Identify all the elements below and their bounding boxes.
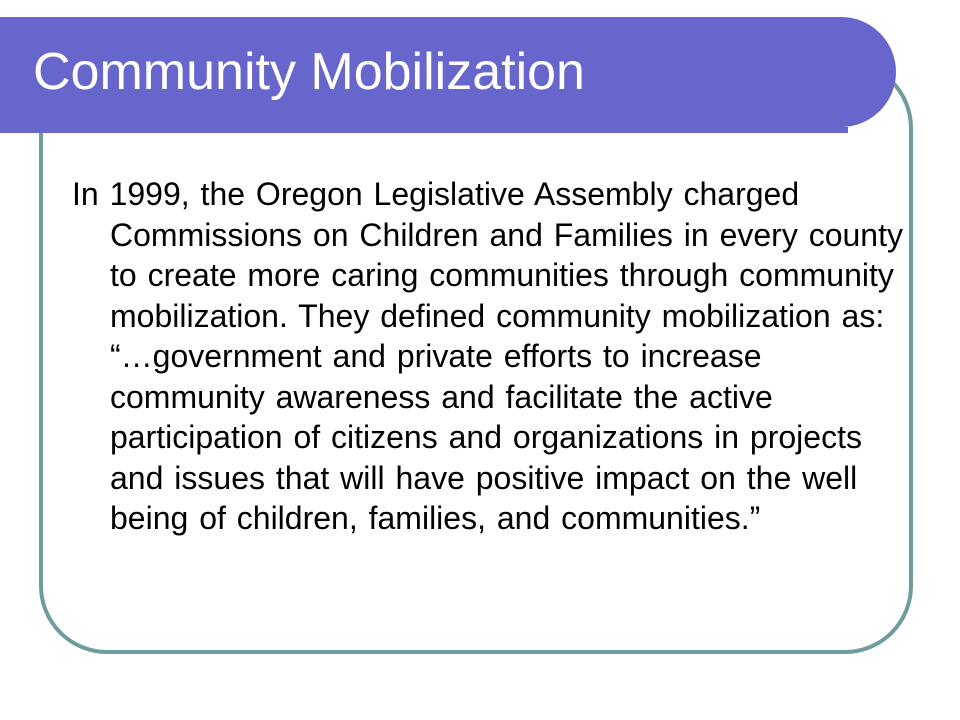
slide-title: Community Mobilization	[33, 43, 585, 101]
title-underline	[0, 127, 848, 133]
slide-body-text: In 1999, the Oregon Legislative Assembly charged Commissions on Children and Families in every county to create more caring communities through community mobilization. They defined community mobilization as: “…government and private efforts to increase community awareness and facilitate the active participation of citizens and organizations in projects and issues that will have positive impact on the well being of children, families, and communities.”	[72, 176, 903, 536]
